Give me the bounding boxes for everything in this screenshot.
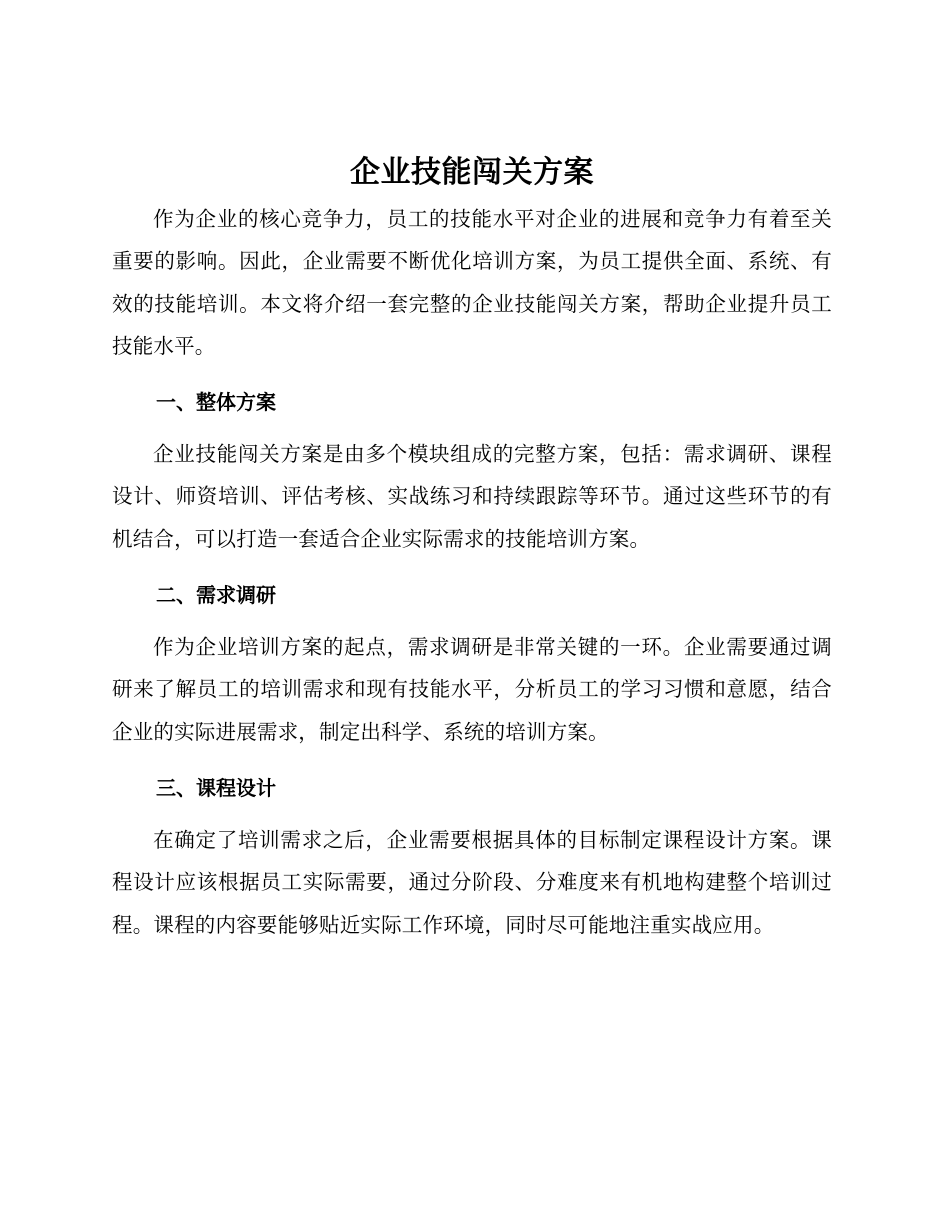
section-heading-overall-plan: 一、整体方案 bbox=[156, 390, 276, 415]
document-content bbox=[112, 150, 832, 946]
intro-paragraph: 作为企业的核心竞争力，员工的技能水平对企业的进展和竞争力有着至关重要的影响。因此，企业需要不断优化培训方案，为员工提供全面、系统、有效的技能培训。本文将介绍一套完整的企业技能闯关方案，帮助企业提升员工技能水平。 bbox=[112, 207, 832, 358]
section-body-needs-research: 作为企业培训方案的起点，需求调研是非常关键的一环。企业需要通过调研来了解员工的培训需求和现有技能水平，分析员工的学习习惯和意愿，结合企业的实际进展需求，制定出科学、系统的培训方案。 bbox=[112, 635, 832, 744]
document-title: 企业技能闯关方案 bbox=[350, 155, 594, 190]
section-heading-course-design: 三、课程设计 bbox=[156, 775, 276, 800]
section-body-overall-plan: 企业技能闯关方案是由多个模块组成的完整方案，包括：需求调研、课程设计、师资培训、评估考核、实战练习和持续跟踪等环节。通过这些环节的有机结合，可以打造一套适合企业实际需求的技能培训方案。 bbox=[112, 442, 832, 551]
section-heading-needs-research: 二、需求调研 bbox=[156, 583, 276, 608]
section-body-course-design: 在确定了培训需求之后，企业需要根据具体的目标制定课程设计方案。课程设计应该根据员工实际需要，通过分阶段、分难度来有机地构建整个培训过程。课程的内容要能够贴近实际工作环境，同时尽可能地注重实战应用。 bbox=[112, 827, 832, 937]
